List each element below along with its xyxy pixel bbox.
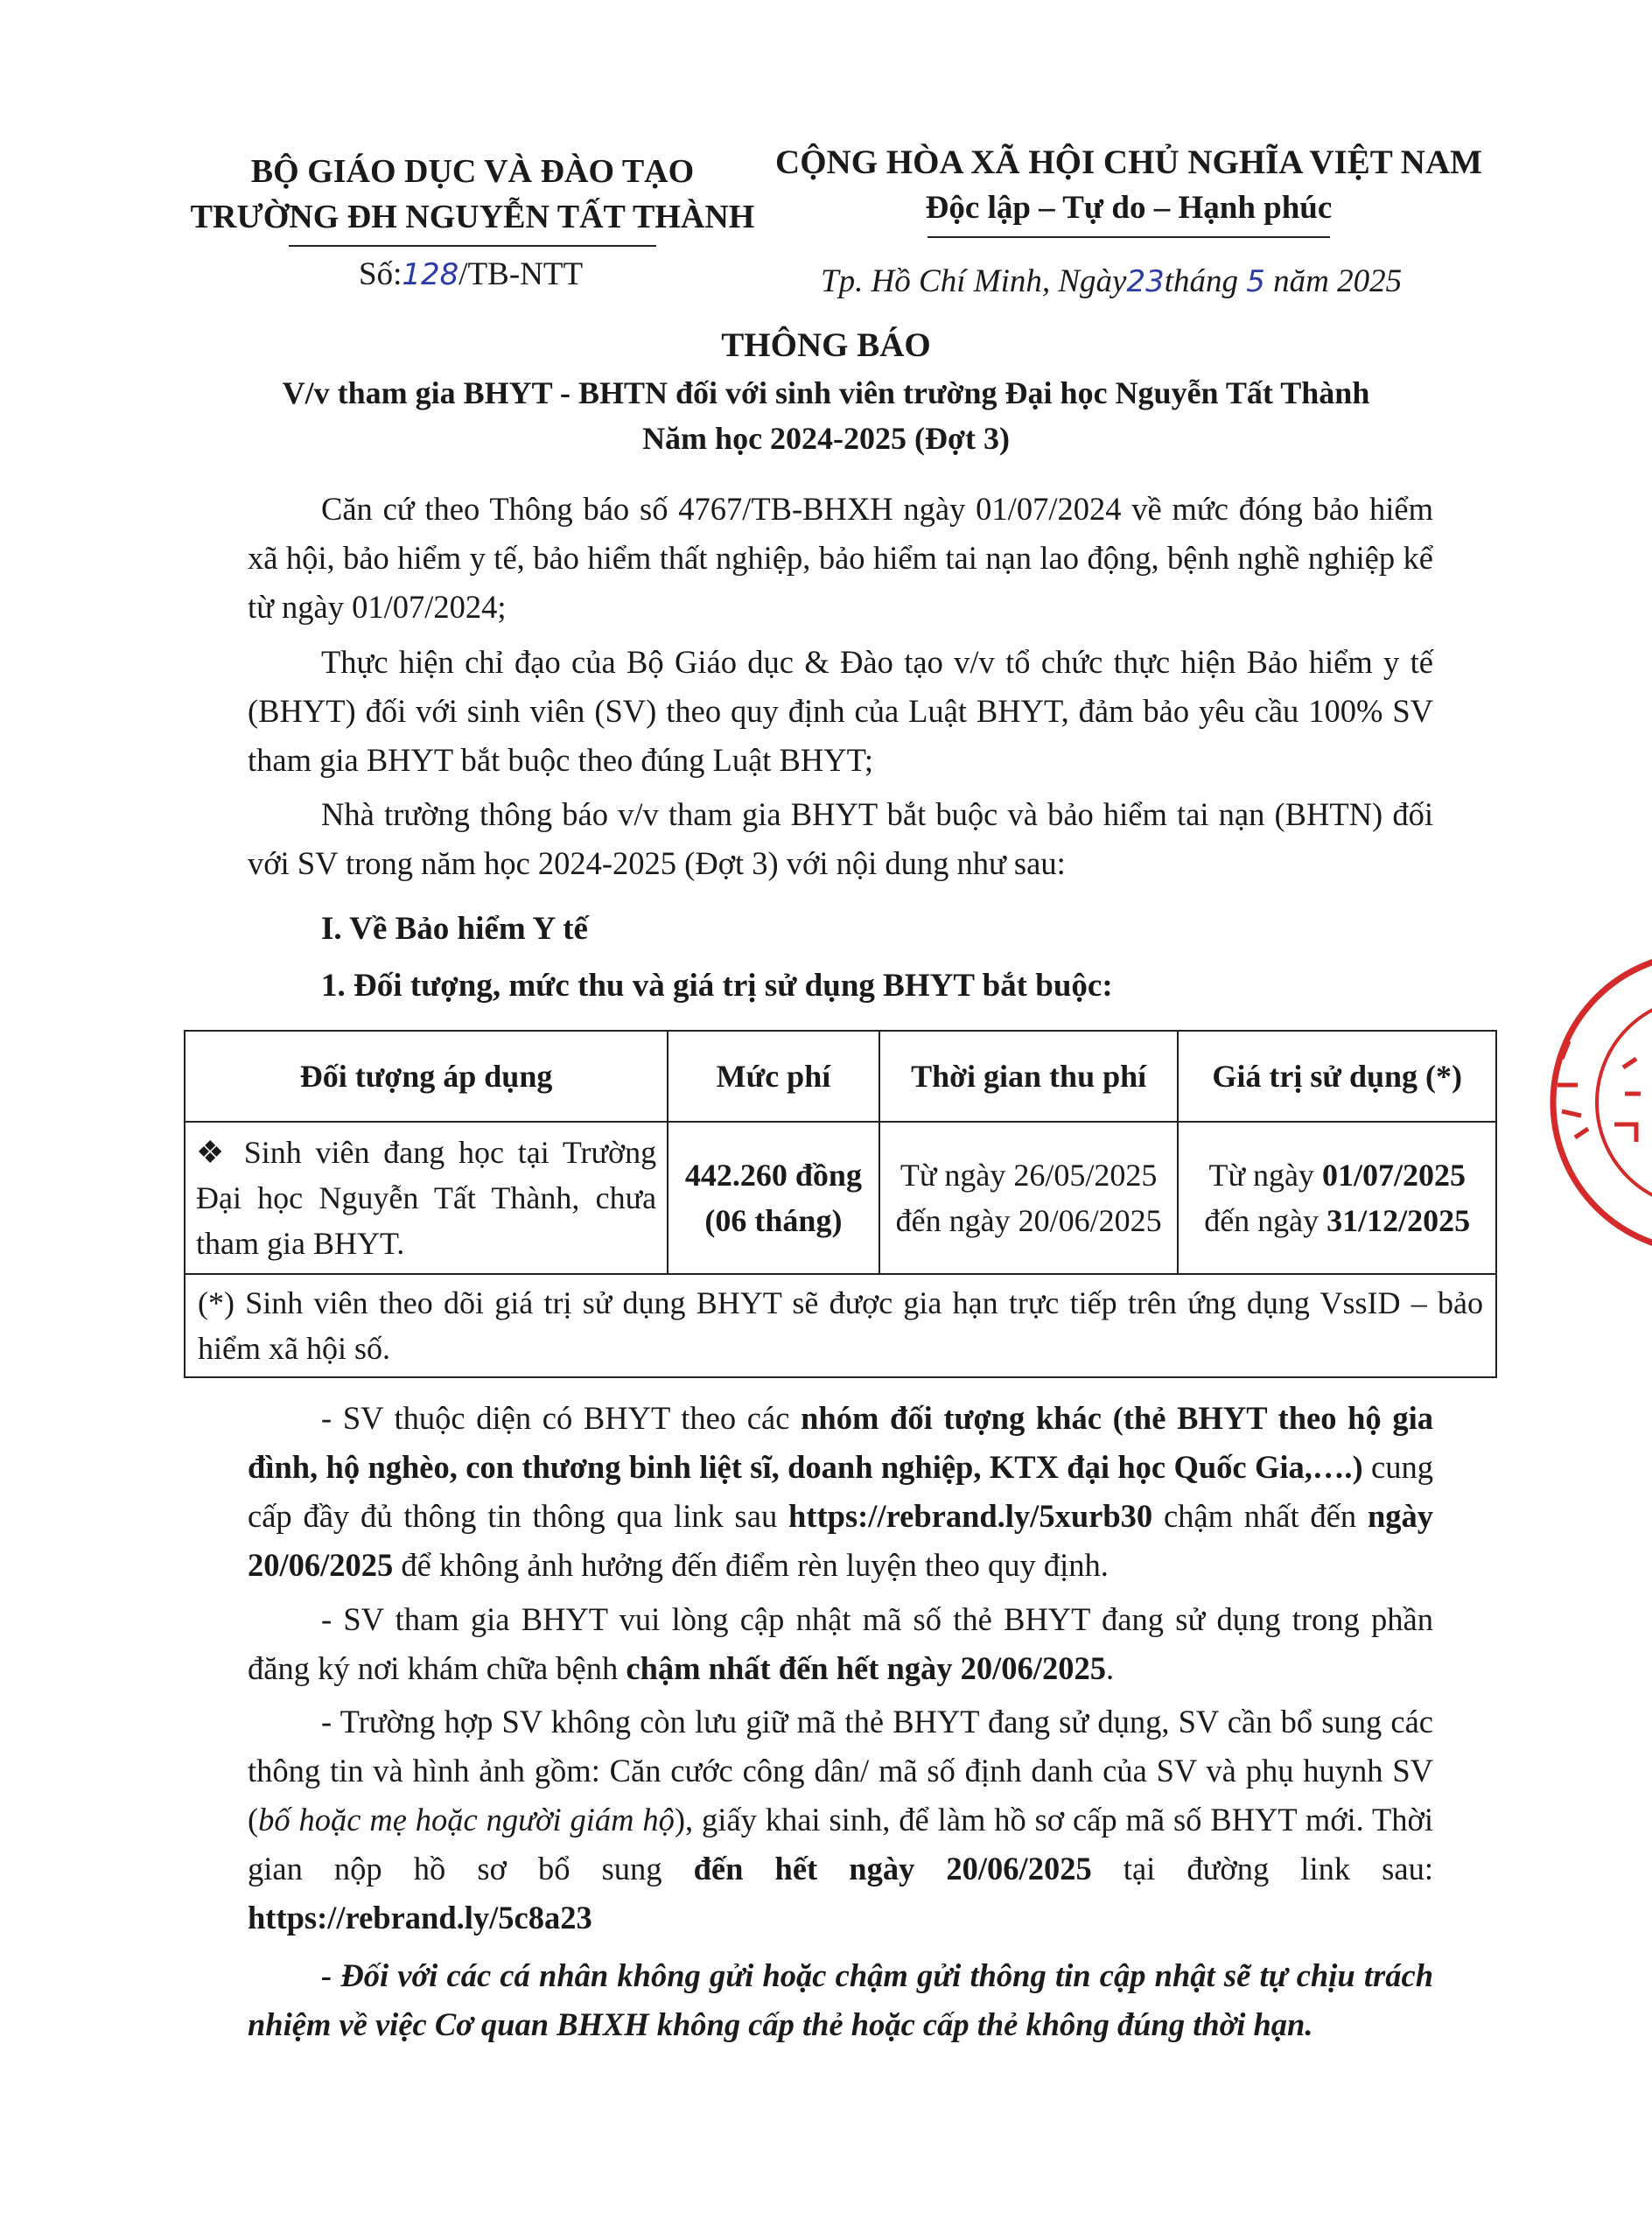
collect-to: đến ngày 20/06/2025 (895, 1203, 1162, 1238)
paragraph-announcement: Nhà trường thông báo v/v tham gia BHYT bắt buộc và bảo hiểm tai nạn (BHTN) đối với SV trong năm học 2024-2025 (Đợt 3) với nội dung như sau: (248, 796, 1433, 881)
doc-no-suffix: /TB-NTT (458, 256, 584, 292)
document-number (359, 256, 583, 293)
link-rebrand-5c8a23[interactable]: https://rebrand.ly/5c8a23 (248, 1900, 592, 1936)
cell-subject: ❖ Sinh viên đang học tại Trường Đại học Nguyễn Tất Thành, chưa tham gia BHYT. (185, 1122, 668, 1274)
table-note-row (185, 1274, 1496, 1377)
bullet3-deadline: đến hết ngày 20/06/2025 (693, 1851, 1092, 1886)
valid-from-date: 01/07/2025 (1321, 1158, 1466, 1193)
date-month-word: tháng (1164, 263, 1239, 299)
date-year: năm 2025 (1273, 263, 1403, 299)
cell-collection-period (879, 1122, 1179, 1274)
doc-no-prefix: Số: (359, 256, 402, 292)
link-rebrand-5xurb30[interactable]: https://rebrand.ly/5xurb30 (788, 1498, 1153, 1534)
bullet-missing-card (248, 1698, 1433, 1942)
doc-no-handwritten: 128 (402, 257, 459, 292)
stamp-inner-ring (1597, 998, 1652, 1208)
bullet1-text-a: - SV thuộc diện có BHYT theo các (321, 1400, 802, 1436)
university-name: TRƯỜNG ĐH NGUYỄN TẤT THÀNH (190, 199, 755, 235)
bullet-other-groups (248, 1394, 1433, 1590)
stamp-inner-marks (1614, 1059, 1641, 1142)
valid-to (1180, 1198, 1494, 1243)
doc-title: THÔNG BÁO (721, 326, 931, 364)
bullet1-other-groups-bold: nhóm đối tượng khác (thẻ BHYT theo hộ gia đình, hộ nghèo, con thương binh liệt sĩ, doanh nghiệp, KTX đại học Quốc Gia,….) (248, 1400, 1433, 1485)
bullet2-text-b: . (1105, 1650, 1115, 1686)
bullet-update-card-number (248, 1595, 1433, 1693)
bullet3-text-b: ), giấy khai sinh, để làm hồ sơ cấp mã số BHYT mới. Thời gian nộp hồ sơ bổ sung (248, 1802, 1433, 1886)
bullet3-guardian-italic: bố hoặc mẹ hoặc người giám hộ (258, 1802, 675, 1838)
valid-from (1180, 1152, 1494, 1198)
section-heading-health-insurance: I. Về Bảo hiểm Y tế (321, 911, 588, 947)
date-month-handwritten: 5 (1246, 264, 1265, 299)
date-day-handwritten: 23 (1126, 264, 1165, 299)
cell-validity (1178, 1122, 1496, 1274)
stamp-lettering-marks (1558, 1041, 1588, 1138)
date-prefix: Tp. Hồ Chí Minh, Ngày (821, 263, 1127, 299)
cell-fee (668, 1122, 879, 1274)
date-line (821, 262, 1402, 300)
bullet1-text-c: chậm nhất đến (1152, 1498, 1368, 1534)
motto-underline (928, 236, 1330, 238)
stamp-outer-ring (1553, 954, 1652, 1251)
table-header-row (185, 1031, 1496, 1122)
official-stamp-fragment (1527, 954, 1652, 1251)
table-note: (*) Sinh viên theo dõi giá trị sử dụng BHYT sẽ được gia hạn trực tiếp trên ứng dụng VssID – bảo hiểm xã hội số. (185, 1274, 1496, 1377)
bullet3-text-c: tại đường link sau: (1091, 1851, 1433, 1886)
bullet-responsibility-warning: - Đối với các cá nhân không gửi hoặc chậm gửi thông tin cập nhật sẽ tự chịu trách nhiệm về việc Cơ quan BHXH không cấp thẻ hoặc cấp thẻ không đúng thời hạn. (248, 1957, 1433, 2042)
col-header-validity: Giá trị sử dụng (*) (1178, 1031, 1496, 1122)
national-motto: Độc lập – Tự do – Hạnh phúc (925, 190, 1333, 226)
ministry-name: BỘ GIÁO DỤC VÀ ĐÀO TẠO (250, 153, 695, 190)
national-heading (770, 140, 1488, 238)
issuer-underline (289, 245, 656, 247)
valid-to-label: đến ngày (1204, 1203, 1327, 1238)
bullet2-text-a: - SV tham gia BHYT vui lòng cập nhật mã số thẻ BHYT đang sử dụng trong phần đăng ký nơi khám chữa bệnh (248, 1601, 1433, 1686)
bullet2-deadline: chậm nhất đến hết ngày 20/06/2025 (626, 1650, 1106, 1686)
collect-from: Từ ngày 26/05/2025 (900, 1158, 1158, 1193)
bullet1-text-d: để không ảnh hưởng đến điểm rèn luyện theo quy định. (393, 1547, 1109, 1583)
issuer-block (184, 149, 761, 247)
bullet3-text-a: - Trường hợp SV không còn lưu giữ mã thẻ BHYT đang sử dụng, SV cần bổ sung các thông tin và hình ảnh gồm: Căn cước công dân/ mã số định danh của SV và phụ huynh SV ( (248, 1704, 1433, 1838)
fee-period: (06 tháng) (704, 1203, 843, 1238)
fee-amount: 442.260 đồng (684, 1158, 862, 1193)
valid-to-date: 31/12/2025 (1326, 1203, 1471, 1238)
col-header-fee: Mức phí (668, 1031, 879, 1122)
subsection-heading-fees: 1. Đối tượng, mức thu và giá trị sử dụng BHYT bắt buộc: (321, 968, 1113, 1004)
bullet1-deadline: ngày 20/06/2025 (248, 1498, 1433, 1583)
col-header-collection-period: Thời gian thu phí (879, 1031, 1179, 1122)
table-row (185, 1122, 1496, 1274)
col-header-subject: Đối tượng áp dụng (185, 1031, 668, 1122)
valid-from-label: Từ ngày (1208, 1158, 1322, 1193)
fee-table (184, 1030, 1497, 1378)
paragraph-directive: Thực hiện chỉ đạo của Bộ Giáo dục & Đào tạo v/v tổ chức thực hiện Bảo hiểm y tế (BHYT) đối với sinh viên (SV) theo quy định của Luật BHYT, đảm bảo yêu cầu 100% SV tham gia BHYT bắt buộc theo đúng Luật BHYT; (248, 644, 1433, 778)
country-name: CỘNG HÒA XÃ HỘI CHỦ NGHĨA VIỆT NAM (775, 144, 1482, 181)
paragraph-legal-basis: Căn cứ theo Thông báo số 4767/TB-BHXH ngày 01/07/2024 về mức đóng bảo hiểm xã hội, bảo hiểm y tế, bảo hiểm thất nghiệp, bảo hiểm tai nạn lao động, bệnh nghề nghiệp kể từ ngày 01/07/2024; (248, 491, 1433, 625)
doc-academic-year: Năm học 2024-2025 (Đợt 3) (642, 421, 1010, 456)
doc-subject: V/v tham gia BHYT - BHTN đối với sinh viên trường Đại học Nguyễn Tất Thành (282, 375, 1370, 410)
bullet1-text-b: cung cấp đầy đủ thông tin thông qua link sau (248, 1449, 1434, 1534)
